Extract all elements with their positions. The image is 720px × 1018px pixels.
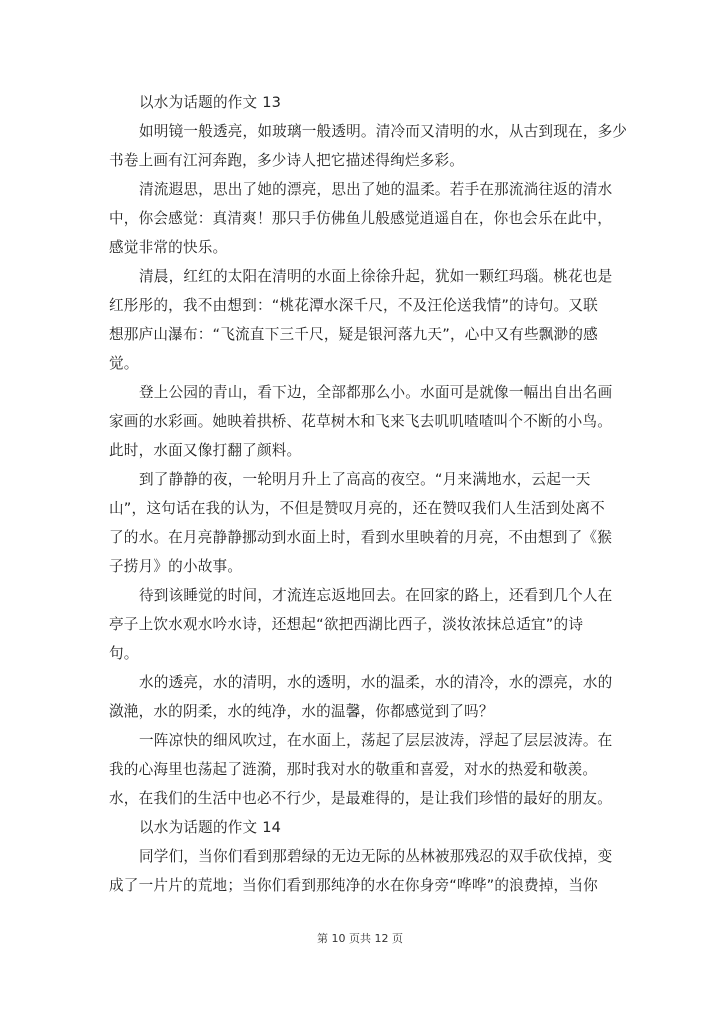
paragraph bbox=[109, 668, 613, 726]
text-line: 到了静静的夜，一轮明月升上了高高的夜空。“月来满地水，云起一天 bbox=[139, 471, 591, 488]
text-line: 觉。 bbox=[109, 355, 139, 372]
paragraph bbox=[109, 117, 628, 175]
text-line: 潋滟，水的阴柔，水的纯净，水的温馨，你都感觉到了吗？ bbox=[109, 703, 494, 720]
text-line: 同学们，当你们看到那碧绿的无边无际的丛林被那残忍的双手砍伐掉，变 bbox=[139, 848, 613, 865]
text-line: 我的心海里也荡起了涟漪，那时我对水的敬重和喜爱，对水的热爱和敬羡。 bbox=[109, 761, 598, 778]
page-number-footer: 第 10 页共 12 页 bbox=[317, 932, 403, 945]
text-line: 红彤彤的，我不由想到：“桃花潭水深千尺，不及汪伦送我情”的诗句。又联 bbox=[109, 297, 598, 314]
paragraph bbox=[109, 465, 612, 581]
text-line: 亭子上饮水观水吟水诗，还想起“欲把西湖比西子，淡妆浓抹总适宜”的诗 bbox=[109, 616, 584, 633]
paragraph bbox=[109, 175, 613, 262]
text-line: 以水为话题的作文 13 bbox=[139, 94, 282, 111]
essay-heading bbox=[109, 88, 579, 117]
essay-heading bbox=[109, 813, 579, 842]
text-line: 了的水。在月亮静静挪动到水面上时，看到水里映着的月亮，不由想到了《猴 bbox=[109, 529, 612, 546]
text-line: 句。 bbox=[109, 645, 139, 662]
paragraph bbox=[109, 581, 613, 668]
text-line: 感觉非常的快乐。 bbox=[109, 239, 228, 256]
text-line: 登上公园的青山，看下边，全部都那么小。水面可是就像一幅出自出名画 bbox=[139, 384, 613, 401]
text-line: 水的透亮，水的清明，水的透明，水的温柔，水的清冷，水的漂亮，水的 bbox=[139, 674, 613, 691]
paragraph bbox=[109, 726, 613, 813]
paragraph bbox=[109, 262, 613, 378]
paragraph bbox=[109, 842, 613, 900]
text-line: 想那庐山瀑布：“飞流直下三千尺，疑是银河落九天”，心中又有些飘渺的感 bbox=[109, 326, 598, 343]
text-line: 子捞月》的小故事。 bbox=[109, 558, 243, 575]
text-line: 清晨，红红的太阳在清明的水面上徐徐升起，犹如一颗红玛瑙。桃花也是 bbox=[139, 268, 613, 285]
document-body bbox=[109, 88, 628, 900]
paragraph bbox=[109, 378, 613, 465]
text-line: 清流遐思，思出了她的漂亮，思出了她的温柔。若手在那流淌往返的清水 bbox=[139, 181, 613, 198]
text-line: 书卷上画有江河奔跑，多少诗人把它描述得绚烂多彩。 bbox=[109, 152, 465, 169]
text-line: 待到该睡觉的时间，才流连忘返地回去。在回家的路上，还看到几个人在 bbox=[139, 587, 613, 604]
text-line: 此时，水面又像打翻了颜料。 bbox=[109, 442, 302, 459]
text-line: 成了一片片的荒地；当你们看到那纯净的水在你身旁“哗哗”的浪费掉，当你 bbox=[109, 877, 598, 894]
text-line: 一阵凉快的细风吹过，在水面上，荡起了层层波涛，浮起了层层波涛。在 bbox=[139, 732, 613, 749]
text-line: 家画的水彩画。她映着拱桥、花草树木和飞来飞去叽叽喳喳叫个不断的小鸟。 bbox=[109, 413, 612, 430]
text-line: 水，在我们的生活中也必不行少，是最难得的，是让我们珍惜的最好的朋友。 bbox=[109, 790, 612, 807]
text-line: 中，你会感觉：真清爽！那只手仿佛鱼儿般感觉逍遥自在，你也会乐在此中， bbox=[109, 210, 612, 227]
text-line: 如明镜一般透亮，如玻璃一般透明。清冷而又清明的水，从古到现在，多少 bbox=[139, 123, 628, 140]
text-line: 以水为话题的作文 14 bbox=[139, 819, 282, 836]
text-line: 山”，这句话在我的认为，不但是赞叹月亮的，还在赞叹我们人生活到处离不 bbox=[109, 500, 605, 517]
